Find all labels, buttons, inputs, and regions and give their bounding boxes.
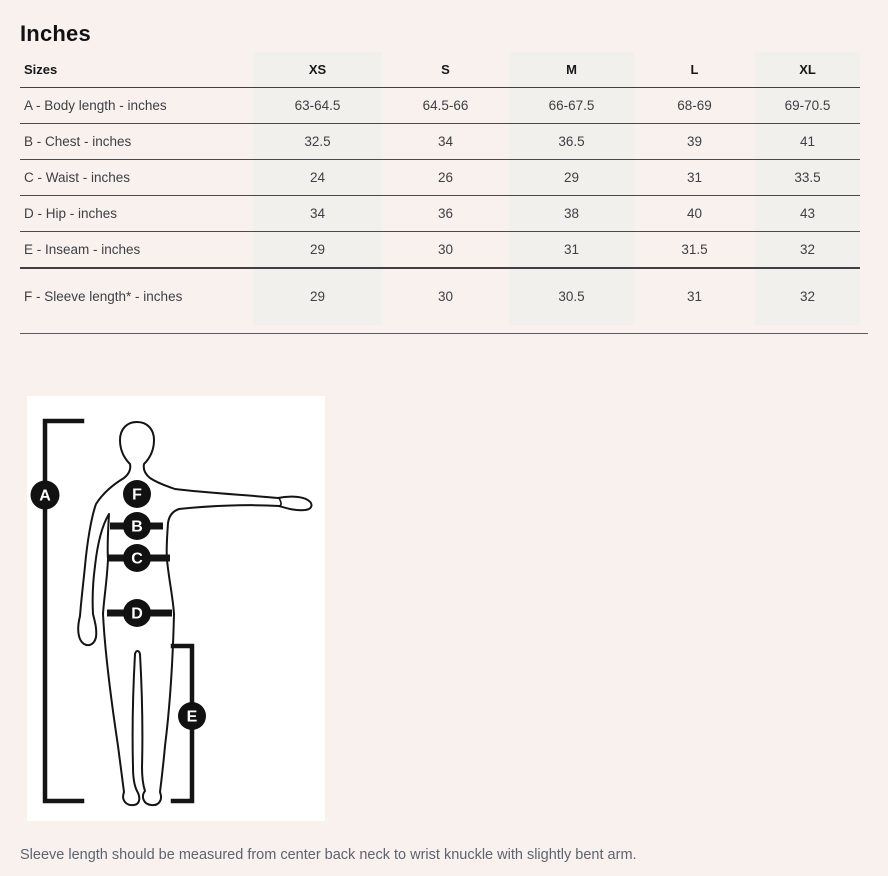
cell-xl: 33.5 [755, 160, 860, 196]
badge-c-label: C [131, 550, 143, 568]
cell-m: 36.5 [509, 124, 634, 160]
measure-marker-c [123, 544, 151, 572]
cell-s: 26 [382, 160, 509, 196]
cell-xs: 32.5 [253, 124, 382, 160]
badge-e-label: E [186, 708, 198, 726]
cell-m: 38 [509, 196, 634, 232]
cell-s: 36 [382, 196, 509, 232]
cell-xl: 32 [755, 268, 860, 325]
cell-xl: 32 [755, 232, 860, 269]
cell-xl: 41 [755, 124, 860, 160]
size-table-section [20, 52, 868, 334]
measure-marker-e [178, 702, 206, 730]
column-header-m: M [509, 52, 634, 88]
badge-b-label: B [131, 518, 143, 536]
row-label: C - Waist - inches [20, 160, 253, 196]
cell-xs: 24 [253, 160, 382, 196]
figure-legs [103, 614, 174, 805]
badge-f-label: F [132, 486, 142, 504]
column-header-sizes: Sizes [20, 52, 253, 88]
cell-s: 34 [382, 124, 509, 160]
table-row-hip [20, 196, 860, 232]
table-row-waist [20, 160, 860, 196]
figure-outline-right [137, 422, 312, 614]
size-table [20, 52, 860, 325]
cell-s: 30 [437, 289, 454, 304]
badge-a-label: A [39, 487, 51, 505]
row-label: F - Sleeve length* - inches [24, 289, 183, 304]
cell-m: 29 [509, 160, 634, 196]
cell-l: 39 [634, 124, 755, 160]
table-row-body-length [20, 88, 860, 124]
measurement-diagram-card [27, 396, 325, 821]
cell-s: 64.5-66 [382, 88, 509, 124]
row-label: B - Chest - inches [20, 124, 253, 160]
measure-marker-f [123, 480, 151, 508]
table-row-inseam [20, 232, 860, 269]
cell-l: 68-69 [634, 88, 755, 124]
cell-m: 30.5 [509, 268, 634, 325]
sleeve-length-footnote: Sleeve length should be measured from center back neck to wrist knuckle with slightly bent arm. [20, 847, 637, 863]
cell-xl: 43 [755, 196, 860, 232]
badge-d-label: D [131, 605, 143, 623]
row-label: A - Body length - inches [20, 88, 253, 124]
cell-s: 30 [382, 232, 509, 269]
row-label: E - Inseam - inches [20, 232, 253, 269]
column-header-l: L [634, 52, 755, 88]
cell-xs: 34 [253, 196, 382, 232]
column-header-xl: XL [755, 52, 860, 88]
cell-xs: 29 [253, 232, 382, 269]
cell-m: 66-67.5 [509, 88, 634, 124]
cell-xs: 29 [253, 268, 382, 325]
cell-m: 31 [509, 232, 634, 269]
measure-marker-b [123, 512, 151, 540]
table-header-row [20, 52, 860, 88]
row-label: D - Hip - inches [20, 196, 253, 232]
cell-l: 31 [634, 160, 755, 196]
measure-marker-d [123, 599, 151, 627]
cell-xl: 69-70.5 [755, 88, 860, 124]
cell-l: 31.5 [634, 232, 755, 269]
measure-marker-a [31, 481, 60, 510]
body-figure-diagram [27, 396, 325, 821]
cell-xs: 63-64.5 [253, 88, 382, 124]
column-header-xs: XS [253, 52, 382, 88]
page-title: Inches [20, 21, 91, 46]
table-row-sleeve-length [20, 268, 860, 325]
column-header-s: S [382, 52, 509, 88]
cell-l: 40 [634, 196, 755, 232]
body-length-bracket [45, 421, 82, 801]
hand-crease [279, 498, 281, 506]
cell-l: 31 [686, 289, 703, 304]
table-row-chest [20, 124, 860, 160]
